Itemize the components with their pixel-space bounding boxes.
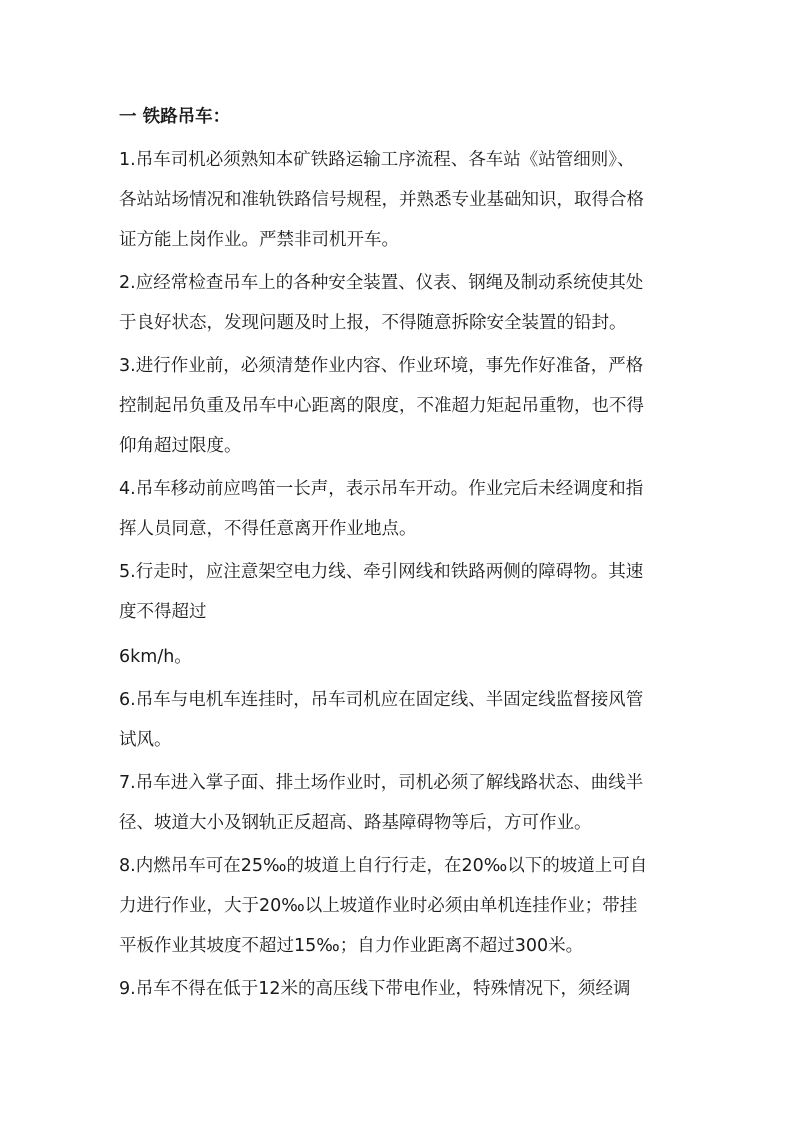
section-heading: 一 铁路吊车： <box>119 107 231 127</box>
text-line: 各站站场情况和准轨铁路信号规程，并熟悉专业基础知识，取得合格 <box>119 190 644 210</box>
text-line: 力进行作业，大于20‰以上坡道作业时必须由单机连挂作业；带挂 <box>119 896 638 916</box>
text-line: 试风。 <box>119 730 172 750</box>
text-line: 控制起吊负重及吊车中心距离的限度，不准超力矩起吊重物，也不得 <box>119 396 644 416</box>
text-line: 8.内燃吊车可在25‰的坡道上自行行走，在20‰以下的坡道上可自 <box>119 856 648 876</box>
text-line: 4.吊车移动前应鸣笛一长声，表示吊车开动。作业完后未经调度和指 <box>119 479 644 499</box>
text-line: 6.吊车与电机车连挂时，吊车司机应在固定线、半固定线监督接风管 <box>119 690 644 710</box>
text-line: 证方能上岗作业。严禁非司机开车。 <box>119 230 399 250</box>
text-line: 平板作业其坡度不超过15‰；自力作业距离不超过300米。 <box>119 936 584 956</box>
text-line: 6km/h。 <box>119 647 192 667</box>
text-line: 3.进行作业前，必须清楚作业内容、作业环境，事先作好准备，严格 <box>119 356 644 376</box>
text-line: 径、坡道大小及钢轨正反超高、路基障碍物等后，方可作业。 <box>119 813 592 833</box>
text-line: 9.吊车不得在低于12米的高压线下带电作业，特殊情况下，须经调 <box>119 979 631 999</box>
text-line: 挥人员同意，不得任意离开作业地点。 <box>119 519 417 539</box>
text-line: 度不得超过 <box>119 602 207 622</box>
text-line: 于良好状态，发现问题及时上报，不得随意拆除安全装置的铅封。 <box>119 313 627 333</box>
text-line: 5.行走时，应注意架空电力线、牵引网线和铁路两侧的障碍物。其速 <box>119 562 644 582</box>
text-line: 2.应经常检查吊车上的各种安全装置、仪表、钢绳及制动系统使其处 <box>119 273 644 293</box>
text-line: 仰角超过限度。 <box>119 436 242 456</box>
text-line: 1.吊车司机必须熟知本矿铁路运输工序流程、各车站《站管细则》、 <box>119 150 635 170</box>
text-line: 7.吊车进入掌子面、排土场作业时，司机必须了解线路状态、曲线半 <box>119 773 644 793</box>
